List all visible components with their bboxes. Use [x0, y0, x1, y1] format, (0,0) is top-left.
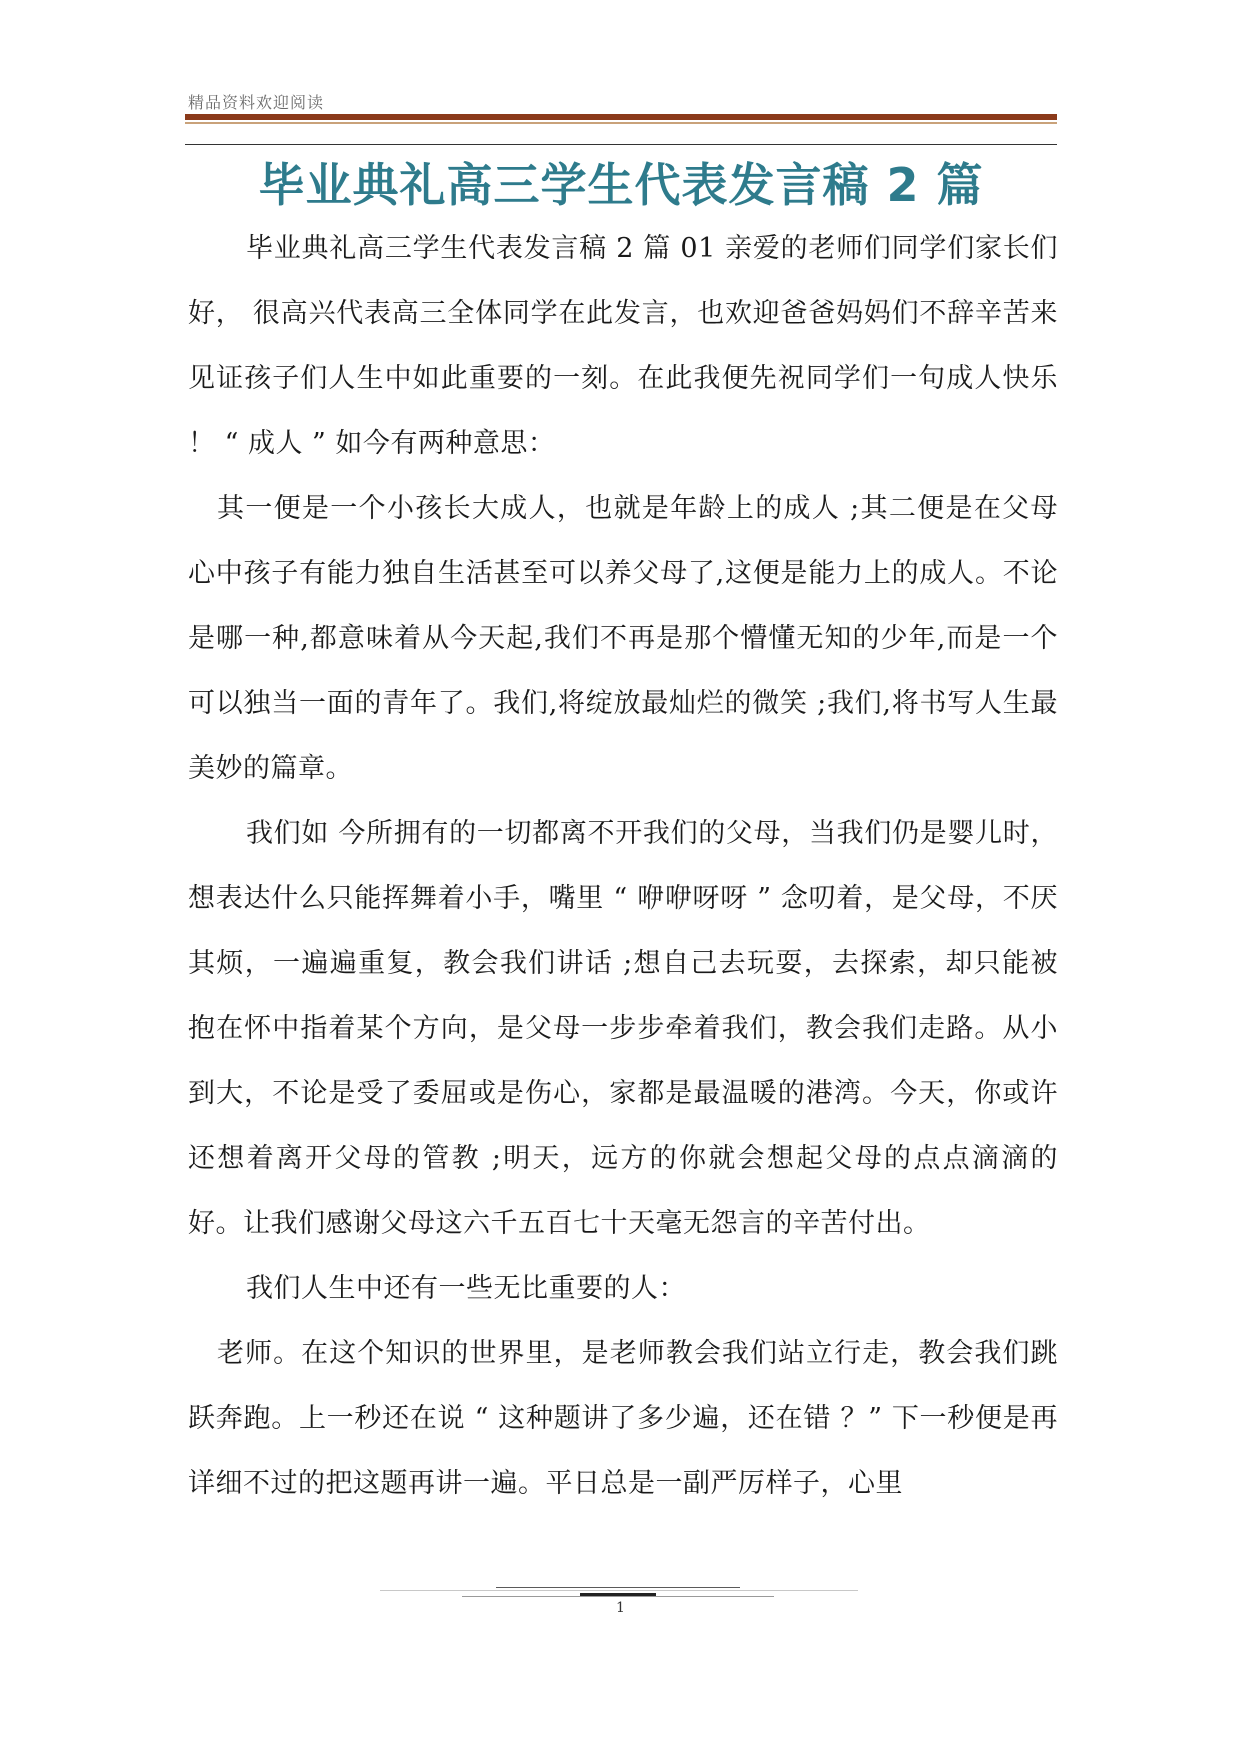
footer-rule-inner: [462, 1596, 774, 1597]
paragraph-4: 我们人生中还有一些无比重要的人：: [246, 1273, 686, 1304]
paragraph-1: 毕业典礼高三学生代表发言稿 2 篇 01 亲爱的老师们同学们家长们好， 很高兴代表高三全体同学在此发言，也欢迎爸爸妈妈们不辞辛苦来见证孩子们人生中如此重要的一刻。在此我便先祝同学们一句成人快乐 ！ “ 成人 ” 如今有两种意思：: [188, 233, 1058, 459]
header-rule-thick: [185, 114, 1057, 120]
header-text: 精品资料欢迎阅读: [188, 93, 325, 112]
page-number: 1: [616, 1600, 625, 1616]
paragraph-2: 其一便是一个小孩长大成人，也就是年龄上的成人 ;其二便是在父母心中孩子有能力独自生活甚至可以养父母了,这便是能力上的成人。不论是哪一种,都意味着从今天起,我们不再是那个懵懂无知的少年,而是一个可以独当一面的青年了。我们,将绽放最灿烂的微笑 ;我们,将书写人生最美妙的篇章。: [188, 493, 1058, 784]
document-title: 毕业典礼高三学生代表发言稿 2 篇: [258, 158, 984, 212]
paragraph-5: 老师。在这个知识的世界里，是老师教会我们站立行走，教会我们跳 跃奔跑。上一秒还在说 “ 这种题讲了多少遍，还在错 ？” 下一秒便是再详细不过的把这题再讲一遍。平日总是一副严厉样子，心里: [188, 1338, 1058, 1499]
footer-mark: [580, 1593, 656, 1596]
header-rule-thin: [185, 122, 1057, 124]
footer-rule-top: [496, 1587, 740, 1588]
document-body: [188, 216, 1058, 1516]
footer-rule: [380, 1590, 858, 1591]
header-rule-line: [185, 144, 1057, 145]
paragraph-3: 我们如 今所拥有的一切都离不开我们的父母，当我们仍是婴儿时，想表达什么只能挥舞着小手，嘴里 “ 咿咿呀呀 ” 念叨着，是父母，不厌其烦，一遍遍重复，教会我们讲话 ;想自己去玩耍，去探索，却只能被抱在怀中指着某个方向，是父母一步步牵着我们，教会我们走路。从小到大，不论是受了委屈或是伤心，家都是最温暖的港湾。今天，你或许还想着离开父母的管教 ;明天，远方的你就会想起父母的点点滴滴的好。让我们感谢父母这六千五百七十天毫无怨言的辛苦付出。: [188, 818, 1058, 1239]
